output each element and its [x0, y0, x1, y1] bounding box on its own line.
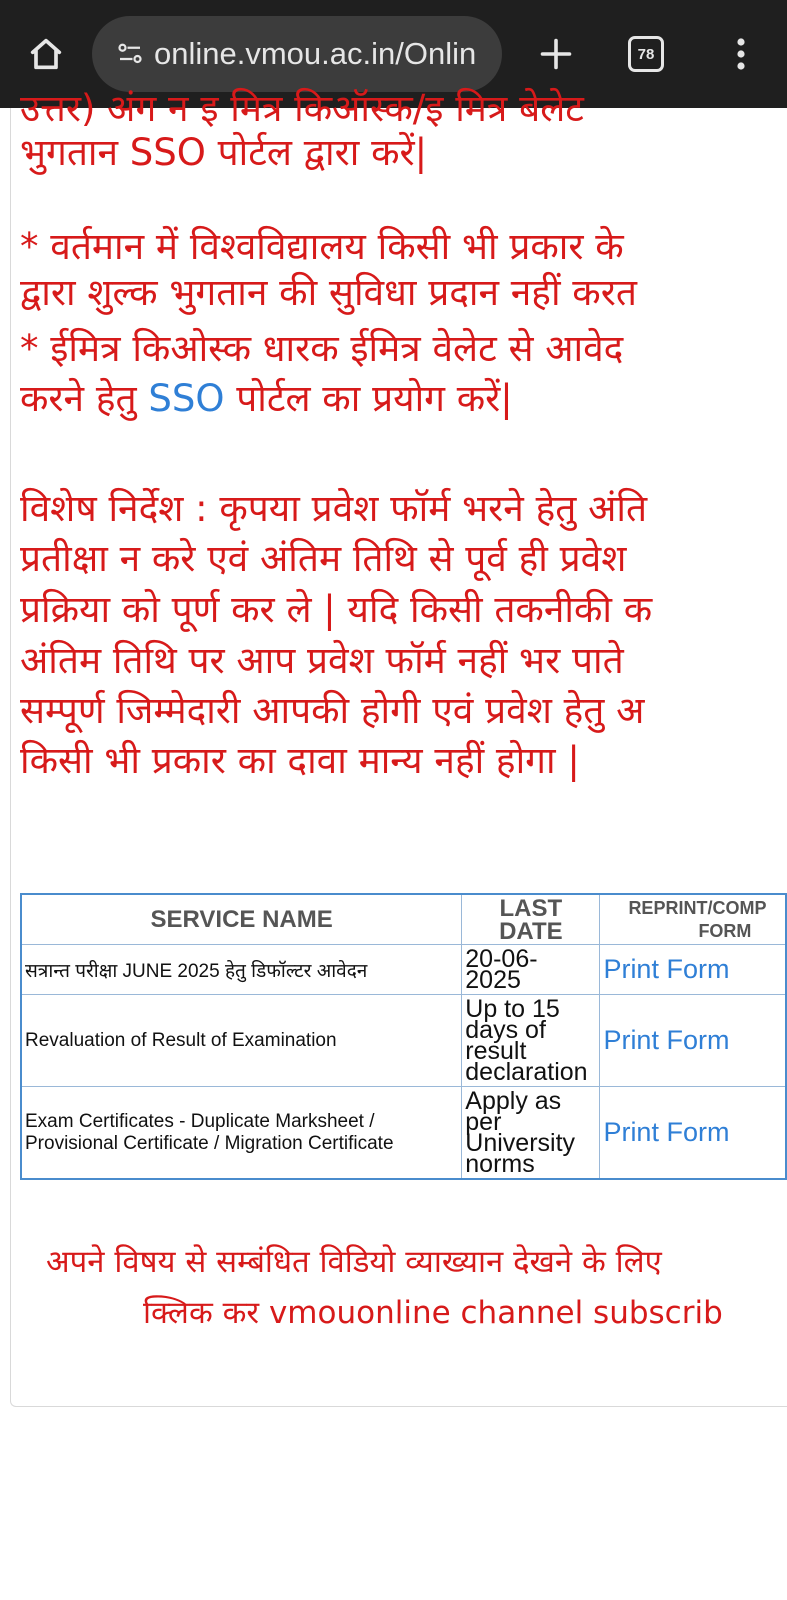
- header-text: LAST: [499, 894, 563, 922]
- notice-bullet-2-line-2: [20, 376, 513, 422]
- notice-bullet-1-line-2: द्वारा शुल्क भुगतान की सुविधा प्रदान नहीं करत: [20, 271, 637, 314]
- date-text: Up to 15: [465, 994, 560, 1023]
- special-instruction-line-6: किसी भी प्रकार का दावा मान्य नहीं होगा |: [20, 739, 580, 782]
- column-header-service-name: SERVICE NAME: [21, 894, 462, 945]
- service-name-cell: Revaluation of Result of Examination: [21, 995, 462, 1087]
- tab-switcher-button[interactable]: [626, 34, 666, 74]
- more-vert-icon[interactable]: [726, 30, 756, 78]
- notice-bullet-1-line-1: * वर्तमान में विश्वविद्यालय किसी भी प्रकार के: [20, 225, 624, 268]
- tab-count: 78: [628, 36, 664, 72]
- date-text: declaration: [465, 1057, 588, 1086]
- url-text: online.vmou.ac.in/Onlin: [154, 36, 477, 71]
- last-date-cell: [462, 995, 600, 1087]
- date-text: per: [465, 1107, 502, 1136]
- date-text: University: [465, 1128, 576, 1157]
- special-instruction-line-5: सम्पूर्ण जिम्मेदारी आपकी होगी एवं प्रवेश हेतु अ: [20, 689, 645, 732]
- date-text: result: [465, 1036, 527, 1065]
- date-text: Apply as: [465, 1086, 562, 1115]
- column-header-reprint: [600, 894, 786, 945]
- date-text: norms: [465, 1149, 535, 1178]
- date-text: 2025: [465, 965, 521, 994]
- address-bar[interactable]: [92, 16, 502, 92]
- service-name-cell: [21, 1087, 462, 1180]
- video-lecture-text-line-2[interactable]: क्लिक कर vmouonline channel subscrib: [143, 1295, 723, 1331]
- service-name-text: Exam Certificates - Duplicate Marksheet /: [25, 1110, 375, 1132]
- notice-partial-line: उत्तर) अंग न इ मित्र किऑस्क/इ मित्र बेलेट: [20, 87, 584, 130]
- print-form-link[interactable]: Print Form: [600, 945, 786, 995]
- table-row: [21, 995, 786, 1087]
- header-text: DATE: [499, 917, 563, 945]
- table-row: [21, 945, 786, 995]
- special-instruction-line-2: प्रतीक्षा न करे एवं अंतिम तिथि से पूर्व ही प्रवेश: [20, 537, 627, 580]
- date-text: 20-06-: [465, 944, 538, 973]
- column-header-last-date: [462, 894, 600, 945]
- service-name-cell: सत्रान्त परीक्षा JUNE 2025 हेतु डिफॉल्टर आवेदन: [21, 945, 462, 995]
- site-settings-icon[interactable]: [110, 34, 150, 74]
- print-form-link[interactable]: Print Form: [600, 1087, 786, 1180]
- date-text: days of: [465, 1015, 546, 1044]
- special-instruction-line-3: प्रक्रिया को पूर्ण कर ले | यदि किसी तकनीकी क: [20, 588, 653, 631]
- notice-text: पोर्टल का प्रयोग करें|: [224, 377, 513, 420]
- notice-text: करने हेतु: [20, 377, 149, 420]
- header-text: REPRINT/COMP: [628, 897, 767, 918]
- home-icon[interactable]: [22, 30, 70, 78]
- notice-line: भुगतान SSO पोर्टल द्वारा करें|: [20, 131, 428, 174]
- notice-bullet-2-line-1: * ईमित्र किओस्क धारक ईमित्र वेलेट से आवेद: [20, 327, 624, 370]
- table-row: [21, 1087, 786, 1180]
- table-header-row: [21, 894, 786, 945]
- new-tab-plus-icon[interactable]: [530, 28, 582, 80]
- last-date-cell: [462, 1087, 600, 1180]
- sso-link[interactable]: SSO: [148, 377, 225, 420]
- service-name-text: Provisional Certificate / Migration Certificate: [25, 1132, 394, 1154]
- print-form-link[interactable]: Print Form: [600, 995, 786, 1087]
- services-table: [20, 893, 787, 1180]
- video-lecture-text-line-1[interactable]: अपने विषय से सम्बंधित विडियो व्याख्यान देखने के लिए: [46, 1244, 662, 1280]
- special-instruction-line-4: अंतिम तिथि पर आप प्रवेश फॉर्म नहीं भर पाते: [20, 639, 624, 682]
- special-instruction-line-1: विशेष निर्देश : कृपया प्रवेश फॉर्म भरने हेतु अंति: [20, 487, 648, 530]
- header-text: FORM: [698, 920, 752, 941]
- last-date-cell: [462, 945, 600, 995]
